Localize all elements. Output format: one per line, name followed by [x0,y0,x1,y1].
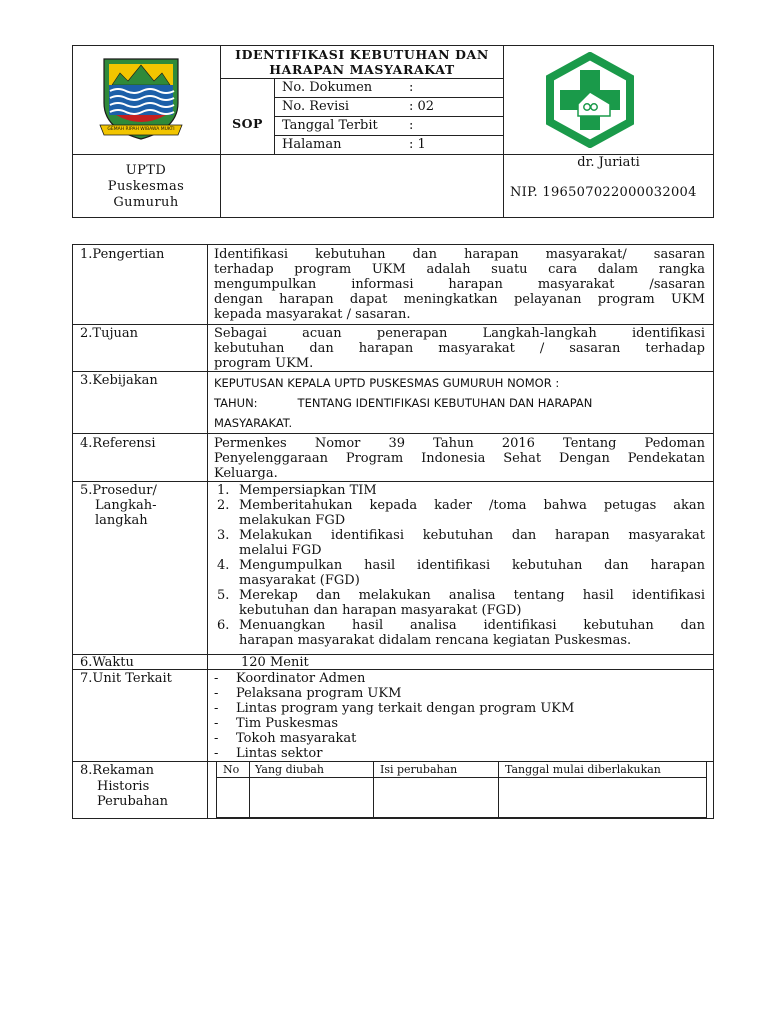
step-number: 1. [217,483,230,498]
referensi-line: Keluarga. [214,466,278,481]
kebijakan-line-1: KEPUTUSAN KEPALA UPTD PUSKESMAS GUMURUH NOMOR : [214,376,560,390]
step-number: 2. [217,498,230,513]
tujuan-line: kebutuhan dan harapan masyarakat / sasaran terhadap [214,341,705,356]
step-item [217,483,705,498]
signer-name: dr. Juriati [577,155,640,170]
step-text: Mengumpulkan hasil identifikasi kebutuhan dan harapan [239,558,705,573]
doc-row-number-label: No. Dokumen [282,80,373,95]
doc-row-page-value: : 1 [409,137,426,152]
step-item [217,498,705,528]
regency-logo [98,55,184,145]
title-line-1: IDENTIFIKASI KEBUTUHAN DAN [235,47,489,62]
unit-item [214,701,705,716]
tujuan-line: Sebagai acuan penerapan Langkah-langkah identifikasi [214,326,705,341]
kebijakan-tentang: TENTANG IDENTIFIKASI KEBUTUHAN DAN HARAPAN [297,396,593,410]
unit-item-text: Tokoh masyarakat [236,731,357,746]
unit-list [214,671,705,761]
unit-label: 7.Unit Terkait [80,671,172,686]
step-item [217,558,705,588]
tujuan-text [214,326,705,371]
history-col-no: No [223,763,240,776]
step-text: Mempersiapkan TIM [239,483,377,498]
kebijakan-text [214,373,705,433]
pengertian-line: mengumpulkan informasi harapan masyarakat /sasaran [214,277,705,292]
doc-row-revision-value: : 02 [409,99,435,114]
step-text: masyarakat (FGD) [239,573,360,588]
prosedur-label-line-1: 5.Prosedur/ [80,483,157,498]
step-item [217,618,705,648]
doc-row-date-value: : [409,118,414,133]
step-text: Memberitahukan kepada kader /toma bahwa petugas akan [239,498,705,513]
bullet: - [214,701,219,716]
doc-row-date-label: Tanggal Terbit [282,118,378,133]
rekaman-label-line-1: 8.Rekaman [80,763,154,778]
step-item [217,588,705,618]
bullet: - [214,731,219,746]
unit-item [214,731,705,746]
pengertian-line: terhadap program UKM adalah suatu cara dalam rangka [214,262,705,277]
step-text: Menuangkan hasil analisa identifikasi kebutuhan dan [239,618,705,633]
kebijakan-tahun: TAHUN: [214,396,258,410]
unit-item-text: Lintas program yang terkait dengan program UKM [236,701,575,716]
doc-row-page-label: Halaman [282,137,342,152]
kebijakan-line-3: MASYARAKAT. [214,416,293,430]
doc-row-revision-label: No. Revisi [282,99,350,114]
rekaman-label-line-2: Historis [97,778,150,794]
unit-item-text: Lintas sektor [236,746,323,761]
history-col-tanggal: Tanggal mulai diberlakukan [505,763,661,776]
org-line-1: UPTD [125,163,167,178]
tujuan-label: 2.Tujuan [80,326,138,341]
step-text: kebutuhan dan harapan masyarakat (FGD) [239,603,522,618]
unit-item-text: Tim Puskesmas [236,716,339,731]
step-text: Merekap dan melakukan analisa tentang hasil identifikasi [239,588,705,603]
referensi-line: Permenkes Nomor 39 Tahun 2016 Tentang Pedoman [214,436,705,451]
bullet: - [214,746,219,761]
unit-item [214,716,705,731]
unit-item [214,671,705,686]
signer-nip: NIP. 196507022000032004 [510,185,697,200]
org-line-3: Gumuruh [113,195,179,210]
title-line-2: HARAPAN MASYARAKAT [269,62,455,77]
rekaman-label [80,763,168,810]
bullet: - [214,716,219,731]
document-title [221,47,503,77]
step-text: melalui FGD [239,543,322,558]
prosedur-label-line-3: langkah [95,513,148,528]
puskesmas-logo [544,52,636,148]
history-col-isi-perubahan: Isi perubahan [380,763,458,776]
waktu-label: 6.Waktu [80,655,134,670]
referensi-line: Penyelenggaraan Program Indonesia Sehat Dengan Pendekatan [214,451,705,466]
bullet: - [214,671,219,686]
logo-motto: GEMAH RIPAH WIBAWA MUKTI [107,127,175,132]
pengertian-line: kepada masyarakat / sasaran. [214,307,411,322]
pengertian-label: 1.Pengertian [80,247,165,262]
step-text: harapan masyarakat didalam rencana kegiatan Puskesmas. [239,633,632,648]
step-item [217,528,705,558]
bullet: - [214,686,219,701]
unit-item-text: Pelaksana program UKM [236,686,402,701]
pengertian-line: Identifikasi kebutuhan dan harapan masyarakat/ sasaran [214,247,705,262]
history-col-yang-diubah: Yang diubah [255,763,324,776]
unit-item [214,746,705,761]
org-name [72,163,220,211]
step-number: 4. [217,558,230,573]
doc-row-number-value: : [409,80,414,95]
step-text: Melakukan identifikasi kebutuhan dan harapan masyarakat [239,528,705,543]
referensi-text [214,436,705,481]
step-number: 5. [217,588,230,603]
unit-item-text: Koordinator Admen [236,671,366,686]
referensi-label: 4.Referensi [80,436,156,451]
sop-label: SOP [232,116,263,131]
step-number: 3. [217,528,230,543]
waktu-value: 120 Menit [241,655,309,670]
prosedur-steps [217,483,705,648]
step-text: melakukan FGD [239,513,346,528]
org-line-2: Puskesmas [107,179,185,194]
rekaman-label-line-3: Perubahan [97,794,169,809]
tujuan-line: program UKM. [214,356,314,371]
unit-item [214,686,705,701]
pengertian-text [214,247,705,322]
kebijakan-label: 3.Kebijakan [80,373,158,388]
pengertian-line: dengan harapan dapat meningkatkan pelayanan program UKM [214,292,705,307]
prosedur-label-line-2: Langkah- [95,498,157,513]
step-number: 6. [217,618,230,633]
prosedur-label [80,483,157,528]
